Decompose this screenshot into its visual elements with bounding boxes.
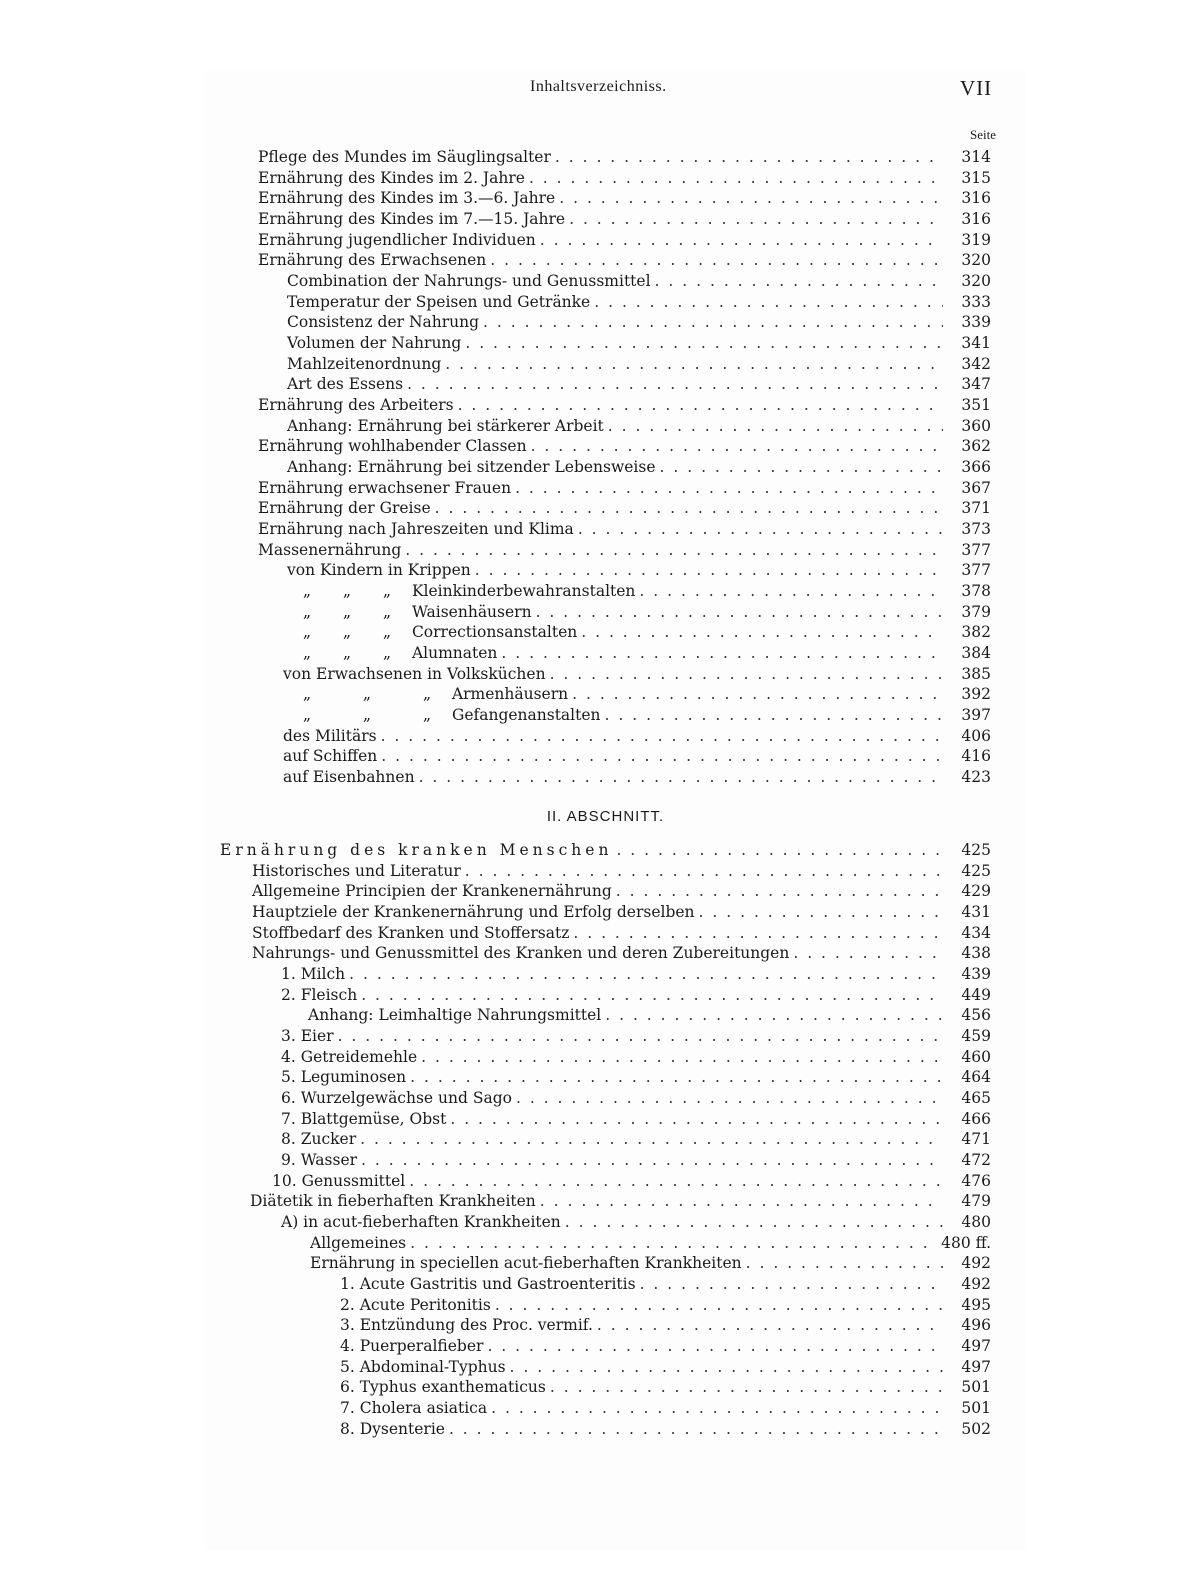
toc-entry: 6. Wurzelgewächse und Sago . . . 465	[281, 1088, 991, 1109]
toc-entry: Historisches und Literatur . . . 425	[252, 861, 991, 882]
toc-entry: Hauptziele der Krankenernährung und Erfolg derselben . . . 431	[252, 902, 991, 923]
toc-entry: Allgemeines . . . 480 ff.	[310, 1233, 991, 1254]
toc-entry: A) in acut-fieberhaften Krankheiten . . . 480	[281, 1212, 991, 1233]
toc-entry: Art des Essens . . . 347	[287, 374, 991, 395]
toc-entry: Ernährung wohlhabender Classen . . . 362	[258, 436, 991, 457]
toc-entry: „ „ „ Armenhäusern . . . 392	[287, 684, 991, 705]
toc-entry: Nahrungs- und Genussmittel des Kranken und deren Zubereitungen . . . 438	[252, 943, 991, 964]
toc-entry: Ernährung nach Jahreszeiten und Klima . . . 373	[258, 519, 991, 540]
toc-entry: 10. Genussmittel . . . 476	[272, 1171, 991, 1192]
toc-entry: Stoffbedarf des Kranken und Stoffersatz . . . 434	[252, 923, 991, 944]
toc-entry: Pflege des Mundes im Säuglingsalter . . . 314	[258, 147, 991, 168]
toc-entry: 6. Typhus exanthematicus . . . 501	[340, 1377, 991, 1398]
toc-entry: Mahlzeitenordnung . . . 342	[287, 354, 991, 375]
toc-entry: von Erwachsenen in Volksküchen . . . 385	[283, 664, 991, 685]
toc-entry: 2. Acute Peritonitis . . . 495	[340, 1295, 991, 1316]
toc-entry: 8. Zucker . . . 471	[281, 1129, 991, 1150]
toc-entry: des Militärs . . . 406	[283, 726, 991, 747]
toc-entry: 1. Acute Gastritis und Gastroenteritis . . . 492	[340, 1274, 991, 1295]
toc-entry: Ernährung erwachsener Frauen . . . 367	[258, 478, 991, 499]
toc-entry: „ „ „ Waisenhäusern . . . 379	[287, 602, 991, 623]
toc-entry: Ernährung jugendlicher Individuen . . . 319	[258, 230, 991, 251]
toc-entry: 3. Entzündung des Proc. vermif. . . . 496	[340, 1315, 991, 1336]
toc-entry: Combination der Nahrungs- und Genussmittel . . . 320	[287, 271, 991, 292]
toc-entry: 7. Cholera asiatica . . . 501	[340, 1398, 991, 1419]
toc-entry: Massenernährung . . . 377	[258, 540, 991, 561]
toc-entry: von Kindern in Krippen . . . 377	[287, 560, 991, 581]
toc-entry: Anhang: Ernährung bei sitzender Lebensweise . . . 366	[287, 457, 991, 478]
toc-entry: Ernährung des Erwachsenen . . . 320	[258, 250, 991, 271]
toc-entry: Ernährung des Arbeiters . . . 351	[258, 395, 991, 416]
toc-entry: 9. Wasser . . . 472	[281, 1150, 991, 1171]
toc-entry: Allgemeine Principien der Krankenernährung . . . 429	[252, 881, 991, 902]
toc-entry: Ernährung des Kindes im 7.—15. Jahre . . . 316	[258, 209, 991, 230]
toc-entry: 4. Getreidemehle . . . 460	[281, 1047, 991, 1068]
toc-entry: 5. Leguminosen . . . 464	[281, 1067, 991, 1088]
toc-entry: 7. Blattgemüse, Obst . . . 466	[281, 1109, 991, 1130]
toc-entry: 3. Eier . . . 459	[281, 1026, 991, 1047]
toc-entry: 8. Dysenterie . . . 502	[340, 1419, 991, 1440]
toc-entry: „ „ „ Alumnaten . . . 384	[287, 643, 991, 664]
running-title: Inhaltsverzeichniss.	[530, 78, 667, 95]
page-column-label: Seite	[970, 127, 996, 142]
toc-entry: auf Eisenbahnen . . . 423	[283, 767, 991, 788]
toc-entry: Temperatur der Speisen und Getränke . . . 333	[287, 292, 991, 313]
toc-entry: Consistenz der Nahrung . . . 339	[287, 312, 991, 333]
page-number: VII	[960, 76, 993, 100]
toc-entry: Diätetik in fieberhaften Krankheiten . . . 479	[250, 1191, 991, 1212]
toc-entry: „ „ „ Gefangenanstalten . . . 397	[287, 705, 991, 726]
toc-entry: Anhang: Leimhaltige Nahrungsmittel . . . 456	[308, 1005, 991, 1026]
toc-entry: Ernährung des kranken Menschen . . . 425	[220, 840, 991, 861]
toc-entry: Ernährung in speciellen acut-fieberhaften Krankheiten . . . 492	[310, 1253, 991, 1274]
toc-entry: „ „ „ Correctionsanstalten . . . 382	[287, 622, 991, 643]
toc-entry: auf Schiffen . . . 416	[283, 746, 991, 767]
toc-entry: Ernährung des Kindes im 3.—6. Jahre . . . 316	[258, 188, 991, 209]
toc-entry: Ernährung des Kindes im 2. Jahre . . . 315	[258, 168, 991, 189]
toc-entry: 4. Puerperalfieber . . . 497	[340, 1336, 991, 1357]
toc-entry: „ „ „ Kleinkinderbewahranstalten . . . 378	[287, 581, 991, 602]
section-heading: II. ABSCHNITT.	[546, 808, 665, 825]
toc-entry: 5. Abdominal-Typhus . . . 497	[340, 1357, 991, 1378]
toc-entry: Anhang: Ernährung bei stärkerer Arbeit . . . 360	[287, 416, 991, 437]
toc-entry: Volumen der Nahrung . . . 341	[287, 333, 991, 354]
toc-entry: 2. Fleisch . . . 449	[281, 985, 991, 1006]
toc-entry: Ernährung der Greise . . . 371	[258, 498, 991, 519]
toc-entry: 1. Milch . . . 439	[281, 964, 991, 985]
